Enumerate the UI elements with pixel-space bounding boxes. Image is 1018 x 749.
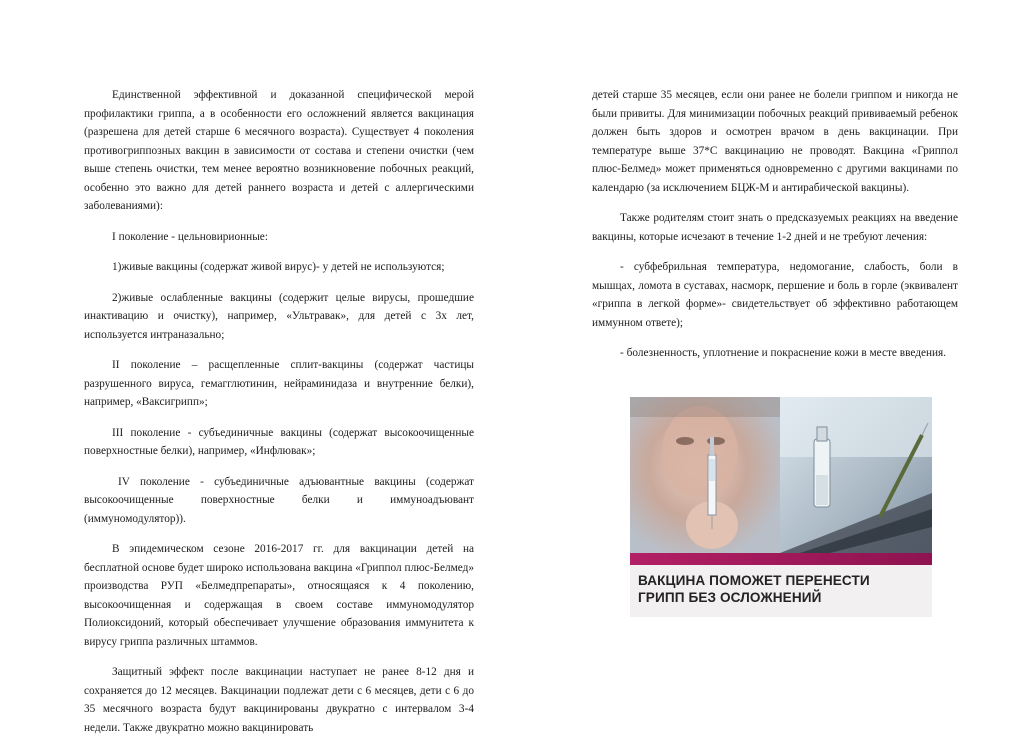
paragraph-continuation: детей старше 35 месяцев, если они ранее не болели гриппом и никогда не были привиты. Для минимизации побочных реакций прививаемый ребенок должен быть здоров и осмотрен врачом в день вакцинации. При температуре выше 37*С вакцинацию не проводят. Вакцина «Гриппол плюс-Белмед» может применяться одновременно с другими вакцинами по календарю (за исключением БЦЖ-М и антирабической вакцины). bbox=[592, 89, 958, 194]
right-column bbox=[592, 86, 958, 375]
magenta-band bbox=[630, 553, 932, 565]
promo-caption-line1: ВАКЦИНА ПОМОЖЕТ ПЕРЕНЕСТИ bbox=[638, 573, 870, 588]
paragraph-generation-3: III поколение - субъединичные вакцины (содержат высокоочищенные поверхностные белки), например, «Инфлювак»; bbox=[84, 426, 474, 457]
paragraph-reaction-symptoms: - субфебрильная температура, недомогание, слабость, боли в мышцах, ломота в суставах, насморк, першение и боль в горле (эквивалент «гриппа в легкой форме»- свидетельствует об эффективно работающем иммунном ответе); bbox=[592, 261, 958, 329]
paragraph-epidemic-season: В эпидемическом сезоне 2016-2017 гг. для вакцинации детей на бесплатной основе будет широко использована вакцина «Гриппол плюс-Белмед» производства РУП «Белмедпрепараты», относящаяся к 4 поколению, высокоочищенная и содержащая в своем составе иммуномодулятор Полиоксидоний, который обеспечивает улучшение образования иммунитета к вирусу гриппа различных штаммов. bbox=[84, 543, 474, 648]
paragraph-parents-reactions: Также родителям стоит знать о предсказуемых реакциях на введение вакцины, которые исчезают в течение 1-2 дней и не требуют лечения: bbox=[592, 212, 958, 243]
paragraph-generation-4: IV поколение - субъединичные адъювантные вакцины (содержат высокоочищенные поверхностные белки и иммуноадъювант (иммуномодулятор)). bbox=[84, 475, 474, 525]
vaccine-promo-image bbox=[630, 397, 932, 617]
paragraph-protective-effect: Защитный эффект после вакцинации наступает не ранее 8-12 дня и сохраняется до 12 месяцев. Вакцинации подлежат дети с 6 месяцев, дети с 6 до 35 месячного возраста будут вакцинированы двукратно с интервалом 3-4 недели. Также двукратно можно вакцинировать bbox=[84, 666, 474, 734]
paragraph-live-vaccines: 1)живые вакцины (содержат живой вирус)- у детей не используются; bbox=[112, 261, 445, 273]
paragraph-generation-2: II поколение – расщепленные сплит-вакцины (содержат частицы разрушенного вируса, гемагглютинин, нейраминидаза и внутренние белки), например, «Ваксигрипп»; bbox=[84, 359, 474, 408]
promo-caption-line2: ГРИПП БЕЗ ОСЛОЖНЕНИЙ bbox=[638, 590, 822, 605]
left-column bbox=[84, 86, 474, 749]
vial-icon bbox=[814, 427, 830, 507]
paragraph-attenuated-vaccines: 2)живые ослабленные вакцины (содержит целые вирусы, прошедшие инактивацию и очистку), например, «Ультравак», для детей с 3х лет, используется интраназально; bbox=[84, 291, 474, 341]
paragraph-vaccination-intro: Единственной эффективной и доказанной специфической мерой профилактики гриппа, а в особенности его осложнений является вакцинация (разрешена для детей старше 6 месячного возраста). Существует 4 поколения противогриппозных вакцин в зависимости от состава и степени очистки (чем выше степень очистки, тем менее вероятно возникновение побочных реакций, особенно это важно для детей раннего возраста и детей с аллергическими заболеваниями): bbox=[84, 89, 474, 212]
paragraph-reaction-local: - болезненность, уплотнение и покраснение кожи в месте введения. bbox=[620, 347, 947, 359]
promo-caption bbox=[638, 572, 928, 606]
paragraph-generation-1: I поколение - цельновирионные: bbox=[112, 230, 268, 243]
